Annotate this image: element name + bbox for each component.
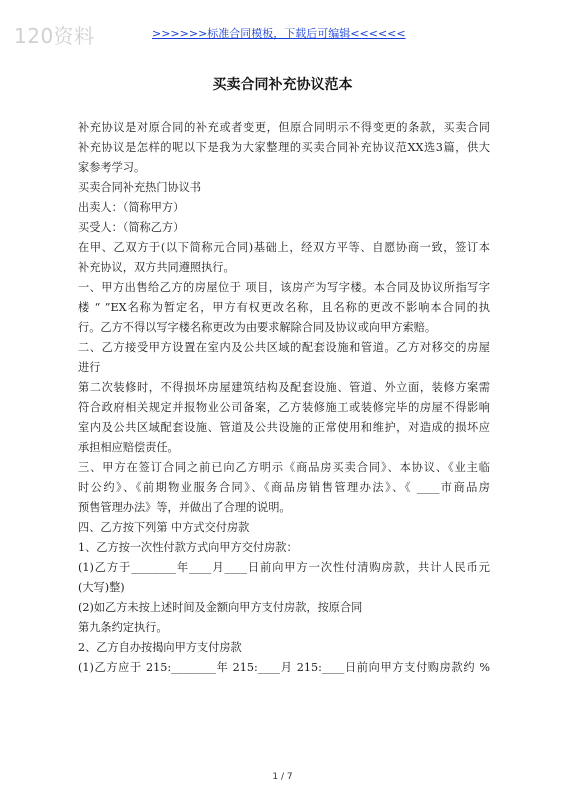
body-line: (大写)整) <box>78 581 125 594</box>
body-line: 符合政府相关规定并报物业公司备案，乙方装修施工或装修完毕的房屋不得影响 <box>78 401 490 414</box>
body-line: 行。乙方不得以写字楼名称更改为由要求解除合同及协议或向甲方索赔。 <box>78 321 437 334</box>
body-line: 时公约》、《前期物业服务合同》、《商品房销售管理办法》、《 ____市商品房 <box>78 481 490 494</box>
body-line: 买卖合同补充热门协议书 <box>78 181 202 194</box>
body-line: 1、乙方按一次性付款方式向甲方交付房款： <box>78 541 298 554</box>
body-line: 楼 “ ”EX名称为暂定名，甲方有权更改名称，且名称的更改不影响本合同的执 <box>78 301 490 314</box>
template-download-link[interactable]: >>>>>>标准合同模板，下载后可编辑<<<<<< <box>152 27 406 40</box>
body-line: 买受人：（简称乙方） <box>78 221 185 234</box>
body-line: 进行 <box>78 361 101 374</box>
body-line: (1)乙方于________年____月____日前向甲方一次性付清购房款，共计人民币元 <box>78 561 490 574</box>
body-line: 室内及公共区域配套设施、管道及公共设施的正常使用和维护，对造成的损坏应 <box>78 421 490 434</box>
body-line: 二、乙方接受甲方设置在室内及公共区域的配套设施和管道。乙方对移交的房屋 <box>78 341 490 354</box>
body-line: 补充协议是怎样的呢以下是我为大家整理的买卖合同补充协议范XX选3篇，供大 <box>78 141 490 154</box>
body-line: 2、乙方自办按揭向甲方支付房款 <box>78 641 242 654</box>
watermark-logo: 120资料 <box>14 24 95 48</box>
body-line: 四、乙方按下列第 中方式交付房款 <box>78 521 250 534</box>
body-line: 在甲、乙双方于(以下简称元合同)基础上，经双方平等、自愿协商一致，签订本 <box>78 241 490 254</box>
body-line: 三、甲方在签订合同之前已向乙方明示《商品房买卖合同》、本协议、《业主临 <box>78 461 490 474</box>
body-line: (2)如乙方未按上述时间及金额向甲方支付房款，按原合同 <box>78 601 363 614</box>
body-line: 一、甲方出售给乙方的房屋位于 项目，该房产为写字楼。本合同及协议所指写字 <box>78 281 490 294</box>
document-title: 买卖合同补充协议范本 <box>212 77 353 93</box>
body-line: 承担相应赔偿责任。 <box>78 441 179 454</box>
body-line: 出卖人：（简称甲方） <box>78 201 185 214</box>
body-line: (1)乙方应于 215:________年 215:____月 215:____日前向甲方支付购房款约 % <box>78 661 490 674</box>
body-line: 补充协议是对原合同的补充或者变更，但原合同明示不得变更的条款，买卖合同 <box>78 121 490 134</box>
body-line: 家参考学习。 <box>78 161 146 174</box>
body-line: 第二次装修时，不得损坏房屋建筑结构及配套设施、管道、外立面，装修方案需 <box>78 381 490 394</box>
body-line: 第九条约定执行。 <box>78 621 168 634</box>
body-line: 补充协议，双方共同遵照执行。 <box>78 261 235 274</box>
page-number: 1 / 7 <box>272 772 293 782</box>
document-body <box>78 118 490 678</box>
body-line: 预售管理办法》等，并做出了合理的说明。 <box>78 501 291 514</box>
